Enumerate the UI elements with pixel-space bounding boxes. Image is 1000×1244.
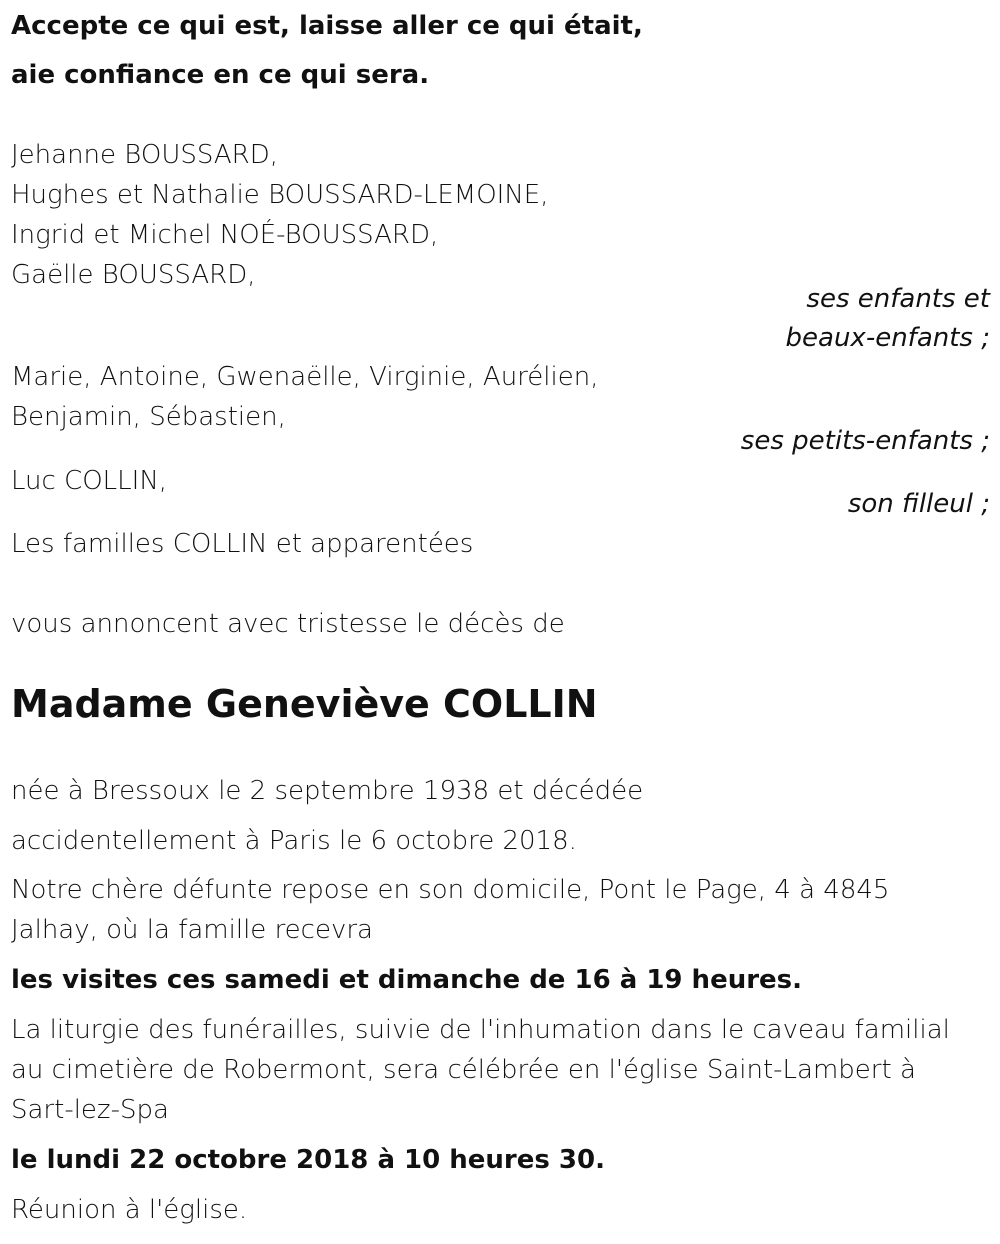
godson-role: son filleul ; xyxy=(847,489,990,519)
meeting-line: Réunion à l'église. xyxy=(11,1195,248,1225)
liturgy-line-1: La liturgie des funérailles, suivie de l'inhumation dans le caveau familial xyxy=(11,1015,950,1045)
quote-line-2: aie confiance en ce qui sera. xyxy=(11,60,430,90)
liturgy-line-3: Sart-lez-Spa xyxy=(11,1095,169,1125)
godson-name: Luc COLLIN, xyxy=(11,466,168,496)
children-role-line-1: ses enfants et xyxy=(806,284,990,314)
quote-line-1: Accepte ce qui est, laisse aller ce qui était, xyxy=(11,11,643,41)
child-name: Hughes et Nathalie BOUSSARD-LEMOINE, xyxy=(11,180,549,210)
liturgy-line-2: au cimetière de Robermont, sera célébrée en l'église Saint-Lambert à xyxy=(11,1055,916,1085)
announce-line: vous annoncent avec tristesse le décès de xyxy=(11,609,565,639)
child-name: Jehanne BOUSSARD, xyxy=(11,140,278,170)
child-name: Gaëlle BOUSSARD, xyxy=(11,260,256,290)
families-line: Les familles COLLIN et apparentées xyxy=(11,529,474,559)
grandchildren-line-1: Marie, Antoine, Gwenaëlle, Virginie, Aurélien, xyxy=(11,362,599,392)
visits-line: les visites ces samedi et dimanche de 16 à 19 heures. xyxy=(11,965,803,995)
children-role-line-2: beaux-enfants ; xyxy=(785,323,990,353)
child-name: Ingrid et Michel NOÉ-BOUSSARD, xyxy=(11,220,439,250)
deceased-name: Madame Geneviève COLLIN xyxy=(11,682,598,726)
grandchildren-line-2: Benjamin, Sébastien, xyxy=(11,402,286,432)
rest-line-2: Jalhay, où la famille recevra xyxy=(11,915,373,945)
ceremony-date: le lundi 22 octobre 2018 à 10 heures 30. xyxy=(11,1145,605,1175)
grandchildren-role: ses petits-enfants ; xyxy=(740,426,990,456)
birth-line-1: née à Bressoux le 2 septembre 1938 et décédée xyxy=(11,776,644,806)
rest-line-1: Notre chère défunte repose en son domicile, Pont le Page, 4 à 4845 xyxy=(11,875,890,905)
birth-line-2: accidentellement à Paris le 6 octobre 2018. xyxy=(11,826,577,856)
